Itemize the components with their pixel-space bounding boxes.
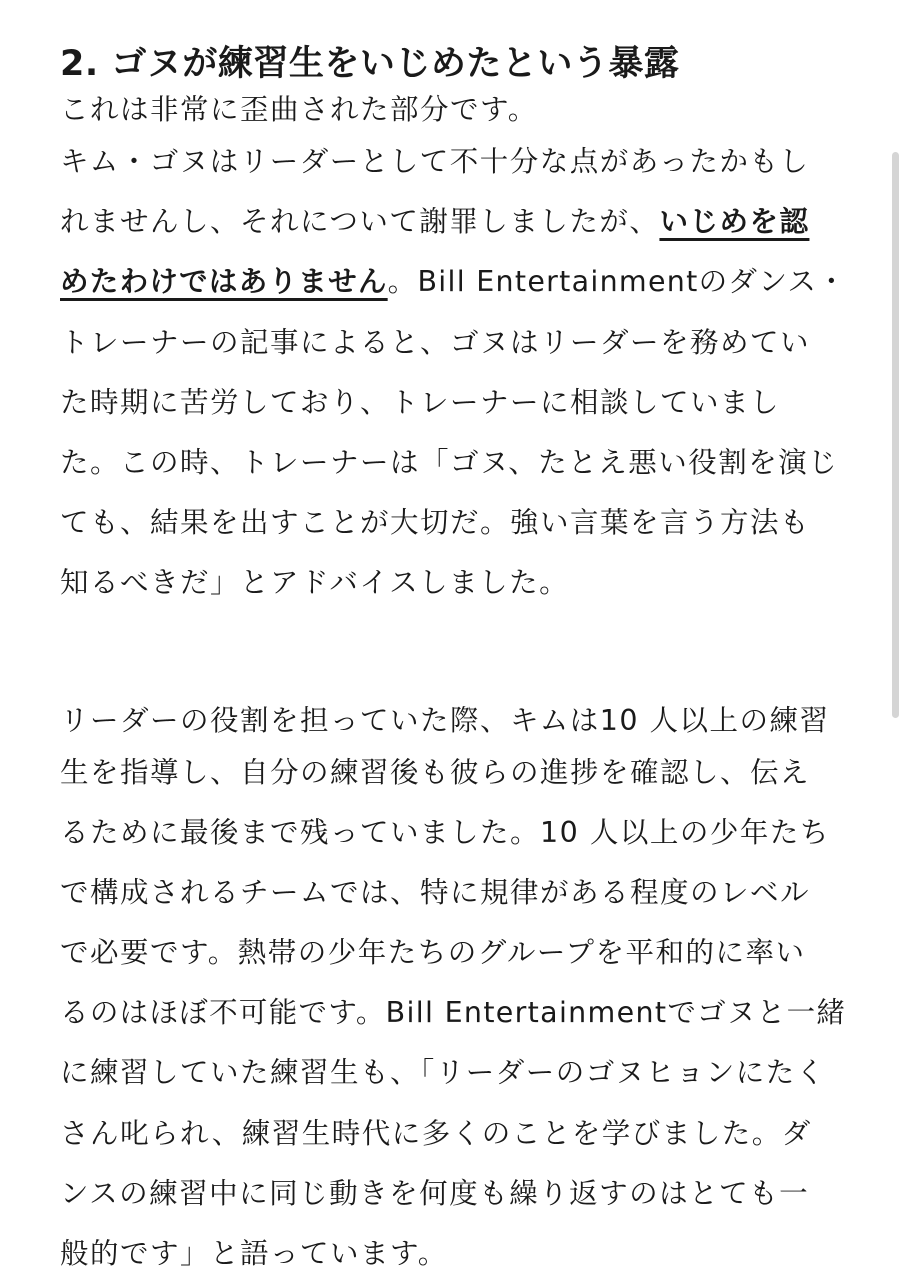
paragraph-2-line: さん叱られ、練習生時代に多くのことを学びました。ダ: [60, 1104, 850, 1164]
paragraph-1-line: た。この時、トレーナーは「ゴヌ、たとえ悪い役割を演じ: [60, 433, 850, 493]
paragraph-2-line: に練習していた練習生も、「リーダーのゴヌヒョンにたく: [60, 1043, 850, 1103]
section-heading: 2. ゴヌが練習生をいじめたという暴露: [60, 0, 850, 88]
paragraph-2-line: るために最後まで残っていました。10 人以上の少年たち: [60, 803, 850, 863]
paragraph-1-line: [60, 192, 850, 252]
scrollbar-thumb[interactable]: [892, 152, 899, 718]
paragraph-1-line: トレーナーの記事によると、ゴヌはリーダーを務めてい: [60, 313, 850, 373]
paragraph-1: [60, 88, 850, 614]
line-text: 。Bill Entertainmentのダンス・: [388, 265, 847, 298]
line-text: れませんし、それについて謝罪しましたが、: [60, 205, 659, 238]
paragraph-1-line: [60, 252, 850, 312]
paragraph-2: [60, 699, 850, 1284]
paragraph-2-line: で構成されるチームでは、特に規律がある程度のレベル: [60, 863, 850, 923]
paragraph-gap: [60, 614, 850, 699]
paragraph-1-line: これは非常に歪曲された部分です。: [60, 88, 850, 132]
paragraph-1-line: キム・ゴヌはリーダーとして不十分な点があったかもし: [60, 132, 850, 192]
paragraph-2-line: 生を指導し、自分の練習後も彼らの進捗を確認し、伝え: [60, 743, 850, 803]
paragraph-2-line: 般的です」と語っています。: [60, 1224, 850, 1284]
article: [60, 0, 850, 1284]
paragraph-2-line: るのはほぼ不可能です。Bill Entertainmentでゴヌと一緒: [60, 983, 850, 1043]
emphasis-text: めたわけではありません: [60, 265, 388, 298]
paragraph-1-line: 知るべきだ」とアドバイスしました。: [60, 553, 850, 613]
paragraph-2-line: ンスの練習中に同じ動きを何度も繰り返すのはとても一: [60, 1164, 850, 1224]
emphasis-text: いじめを認: [659, 205, 809, 238]
paragraph-1-line: ても、結果を出すことが大切だ。強い言葉を言う方法も: [60, 493, 850, 553]
paragraph-2-line: リーダーの役割を担っていた際、キムは10 人以上の練習: [60, 699, 850, 743]
paragraph-1-line: た時期に苦労しており、トレーナーに相談していまし: [60, 373, 850, 433]
paragraph-2-line: で必要です。熱帯の少年たちのグループを平和的に率い: [60, 923, 850, 983]
